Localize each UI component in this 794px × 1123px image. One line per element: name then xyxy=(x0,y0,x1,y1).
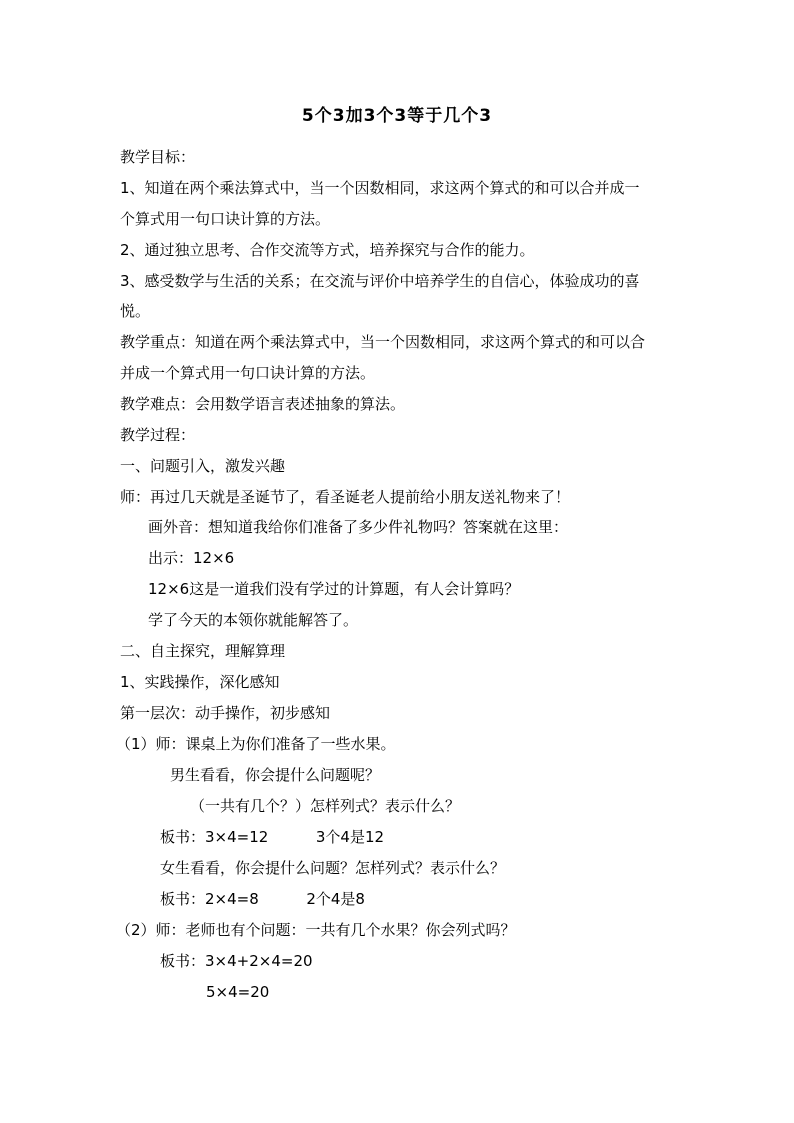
paragraph-line: 女生看看，你会提什么问题？怎样列式？表示什么？ xyxy=(160,859,506,877)
section-heading: 二、自主探究，理解算理 xyxy=(120,642,286,660)
paragraph-line: 12×6这是一道我们没有学过的计算题，有人会计算吗？ xyxy=(148,580,520,598)
board-note xyxy=(160,826,384,848)
paragraph-line: （2）师：老师也有个问题：一共有几个水果？你会列式吗？ xyxy=(116,921,516,939)
paragraph-line: 并成一个算式用一句口诀计算的方法。 xyxy=(120,364,376,382)
subsection-heading: 1、实践操作，深化感知 xyxy=(120,673,280,691)
board-equation: 板书：2×4=8 xyxy=(160,890,259,908)
paragraph-line: 师：再过几天就是圣诞节了，看圣诞老人提前给小朋友送礼物来了！ xyxy=(120,488,571,506)
paragraph-line: 悦。 xyxy=(120,302,151,320)
paragraph-line: 画外音：想知道我给你们准备了多少件礼物吗？答案就在这里： xyxy=(148,518,569,536)
paragraph-line: （1）师：课桌上为你们准备了一些水果。 xyxy=(116,735,396,753)
paragraph-line: 男生看看，你会提什么问题呢？ xyxy=(170,766,381,784)
board-equation: 5×4=20 xyxy=(206,983,270,1001)
section-heading: 一、问题引入，激发兴趣 xyxy=(120,457,286,475)
board-equation: 板书：3×4=12 xyxy=(160,828,269,846)
paragraph-line: 教学难点：会用数学语言表述抽象的算法。 xyxy=(120,395,406,413)
paragraph-line: 2、通过独立思考、合作交流等方式，培养探究与合作的能力。 xyxy=(120,241,535,259)
board-equation: 板书：3×4+2×4=20 xyxy=(160,952,313,970)
board-meaning: 3个4是12 xyxy=(315,828,385,846)
paragraph-line: 学了今天的本领你就能解答了。 xyxy=(148,611,359,629)
paragraph-line: 1、知道在两个乘法算式中，当一个因数相同，求这两个算式的和可以合并成一 xyxy=(120,179,640,197)
document-title: 5个3加3个3等于几个3 xyxy=(301,106,493,126)
board-note xyxy=(160,888,365,910)
paragraph-line: （一共有几个？）怎样列式？表示什么？ xyxy=(190,797,461,815)
paragraph-line: 个算式用一句口诀计算的方法。 xyxy=(120,210,331,228)
paragraph-line: 3、感受数学与生活的关系；在交流与评价中培养学生的自信心，体验成功的喜 xyxy=(120,272,640,290)
paragraph-line: 出示：12×6 xyxy=(148,549,235,567)
section-heading-process: 教学过程： xyxy=(120,426,196,444)
section-heading-objectives: 教学目标： xyxy=(120,148,196,166)
paragraph-line: 教学重点：知道在两个乘法算式中，当一个因数相同，求这两个算式的和可以合 xyxy=(120,333,646,351)
board-meaning: 2个4是8 xyxy=(306,890,365,908)
subsection-heading: 第一层次：动手操作，初步感知 xyxy=(120,704,331,722)
